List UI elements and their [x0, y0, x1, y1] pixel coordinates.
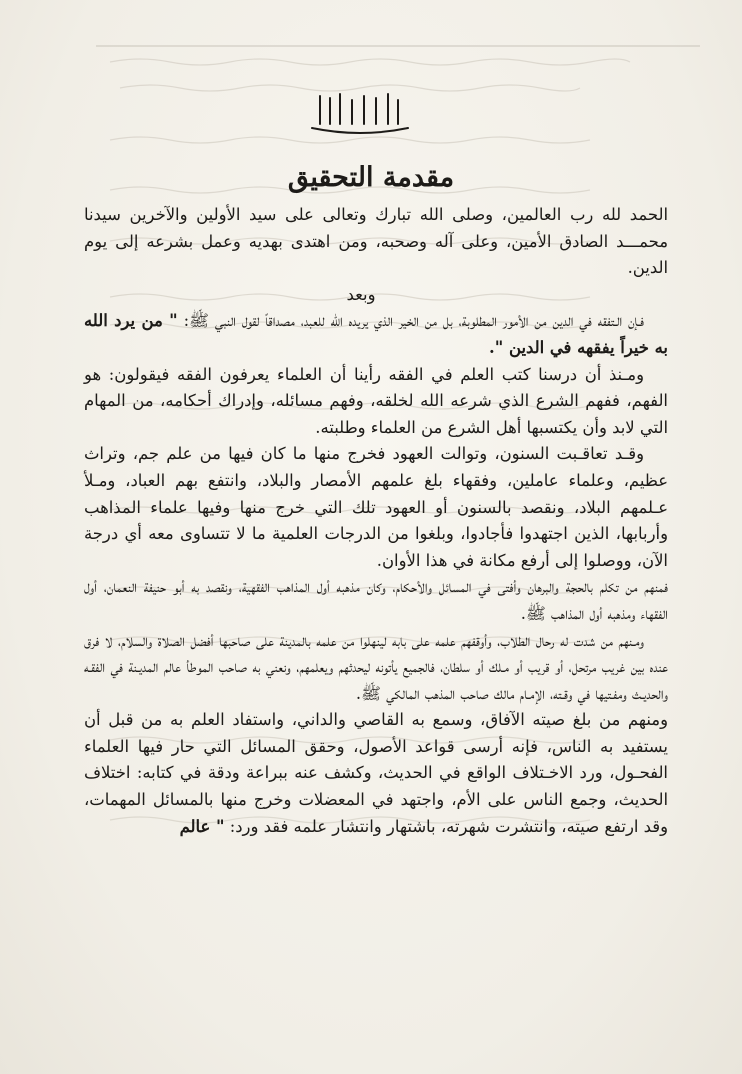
hadith-quote: " من يرد الله به خيراً يفقهه في الدين ".: [84, 311, 668, 357]
paragraph-abu-hanifa: فمنهم من تكلم بالحجة والبرهان وأفتى في المسائل والأحكام، وكان مذهبه أول المذاهب الفقهية، ونقصد به أبو حنيفة النعمان، أول الفقهاء ومذهبه أول المذاهب ﷺ.: [84, 577, 668, 623]
paragraph-malik: ومـنهم من شدت له رحال الطلاب، وأوقفهم علمه على بابه لينهلوا من علمه بالمدينة على صاحبها أفضل الصلاة والسلام، لا فرق عنده بين غريب مرتحل، أو قريب أو مـلك أو سلطان، فالجميع يأتونه ليحدثهم ويعلمهم، ونعني به صاحب الموطأ عالم المديـنة في الفقـه والحديـث ومفـتيها في وقـته، الإمـام مالك صاحب المذهب المالكي ﷺ.: [84, 630, 668, 703]
paragraph-fiqh-definition: ومـنذ أن درسنا كتب العلم في الفقه رأينا أن العلماء يعرفون الفقه فيقولون: هو الفهم، ففهم الشرع الذي شرعه الله لخلقه، وفهم مسائله، وإدراك أحكامه، من المهام التي لابد وأن يكتسبها أهل الشرع من العلماء وطلبته.: [84, 364, 668, 437]
paragraph-tafaqquh: [84, 308, 668, 361]
page-title: مقدمة التحقيق: [287, 162, 455, 193]
paragraph-shafii-text: ومنهم من بلغ صيته الآفاق، وسمع به القاصي والداني، واستفاد العلم به من قبل أن يستفيد به الناس، فإنه أرسى قواعد الأصول، وحقق المسائل التي حار فيها العلماء الفحـول، ورد الاخـتلاف الواقع في الحديث، وكشف عنه ببراعة ودقة في كتابه: اختلاف الحديث، وجمع الناس على الأم، واجتهد في المعضلات وخرج منها بالمسائل المهمات، وقد ارتفع صيته، وانتشرت شهرته، باشتهار وانتشار علمه فقد ورد:: [84, 710, 668, 836]
paragraph-wa-baad: وبعد: [346, 284, 376, 304]
paragraph-praise: الحمد لله رب العالمين، وصلى الله تبارك وتعالى على سيد الأولين والآخرين سيدنا محمـــد الصادق الأمين، وعلى آله وصحبه، ومن اهتدى بهديه وعمل بشرعه إلى يوم الدين.: [84, 205, 668, 278]
quote-alim: " عالم: [179, 816, 225, 836]
paragraph-eras: وقـد تعاقـبت السنون، وتوالت العهود فخرج منها ما كان فيها من علم جم، وتراث عظيم، وعلماء عاملين، وفقهاء بلغ علمهم الأمصار والبلاد، وانتفع بهم العباد، ومـلأ عـلمهم البلاد، ونقصد بالسنون أو العهود تلك التي خرج منها وفيها علماء المذاهب وأربابها، الذين اجتهدوا فأجادوا، وبلغوا من الدرجات العلمية ما لا تتساوى معه أي درجة الآن، ووصلوا إلى أرفع مكانة في هذا الأوان.: [84, 444, 668, 570]
paragraph-tafaqquh-text: فـإن الـتفقه في الدين من الأمور المطلوبة، بل من الخير الذي يريده الله للعبد، مصداقاً لقول النبي ﷺ:: [177, 311, 644, 331]
basmala-calligraphy: [300, 88, 420, 140]
document-body: [84, 202, 668, 840]
paragraph-shafii: [84, 707, 668, 840]
